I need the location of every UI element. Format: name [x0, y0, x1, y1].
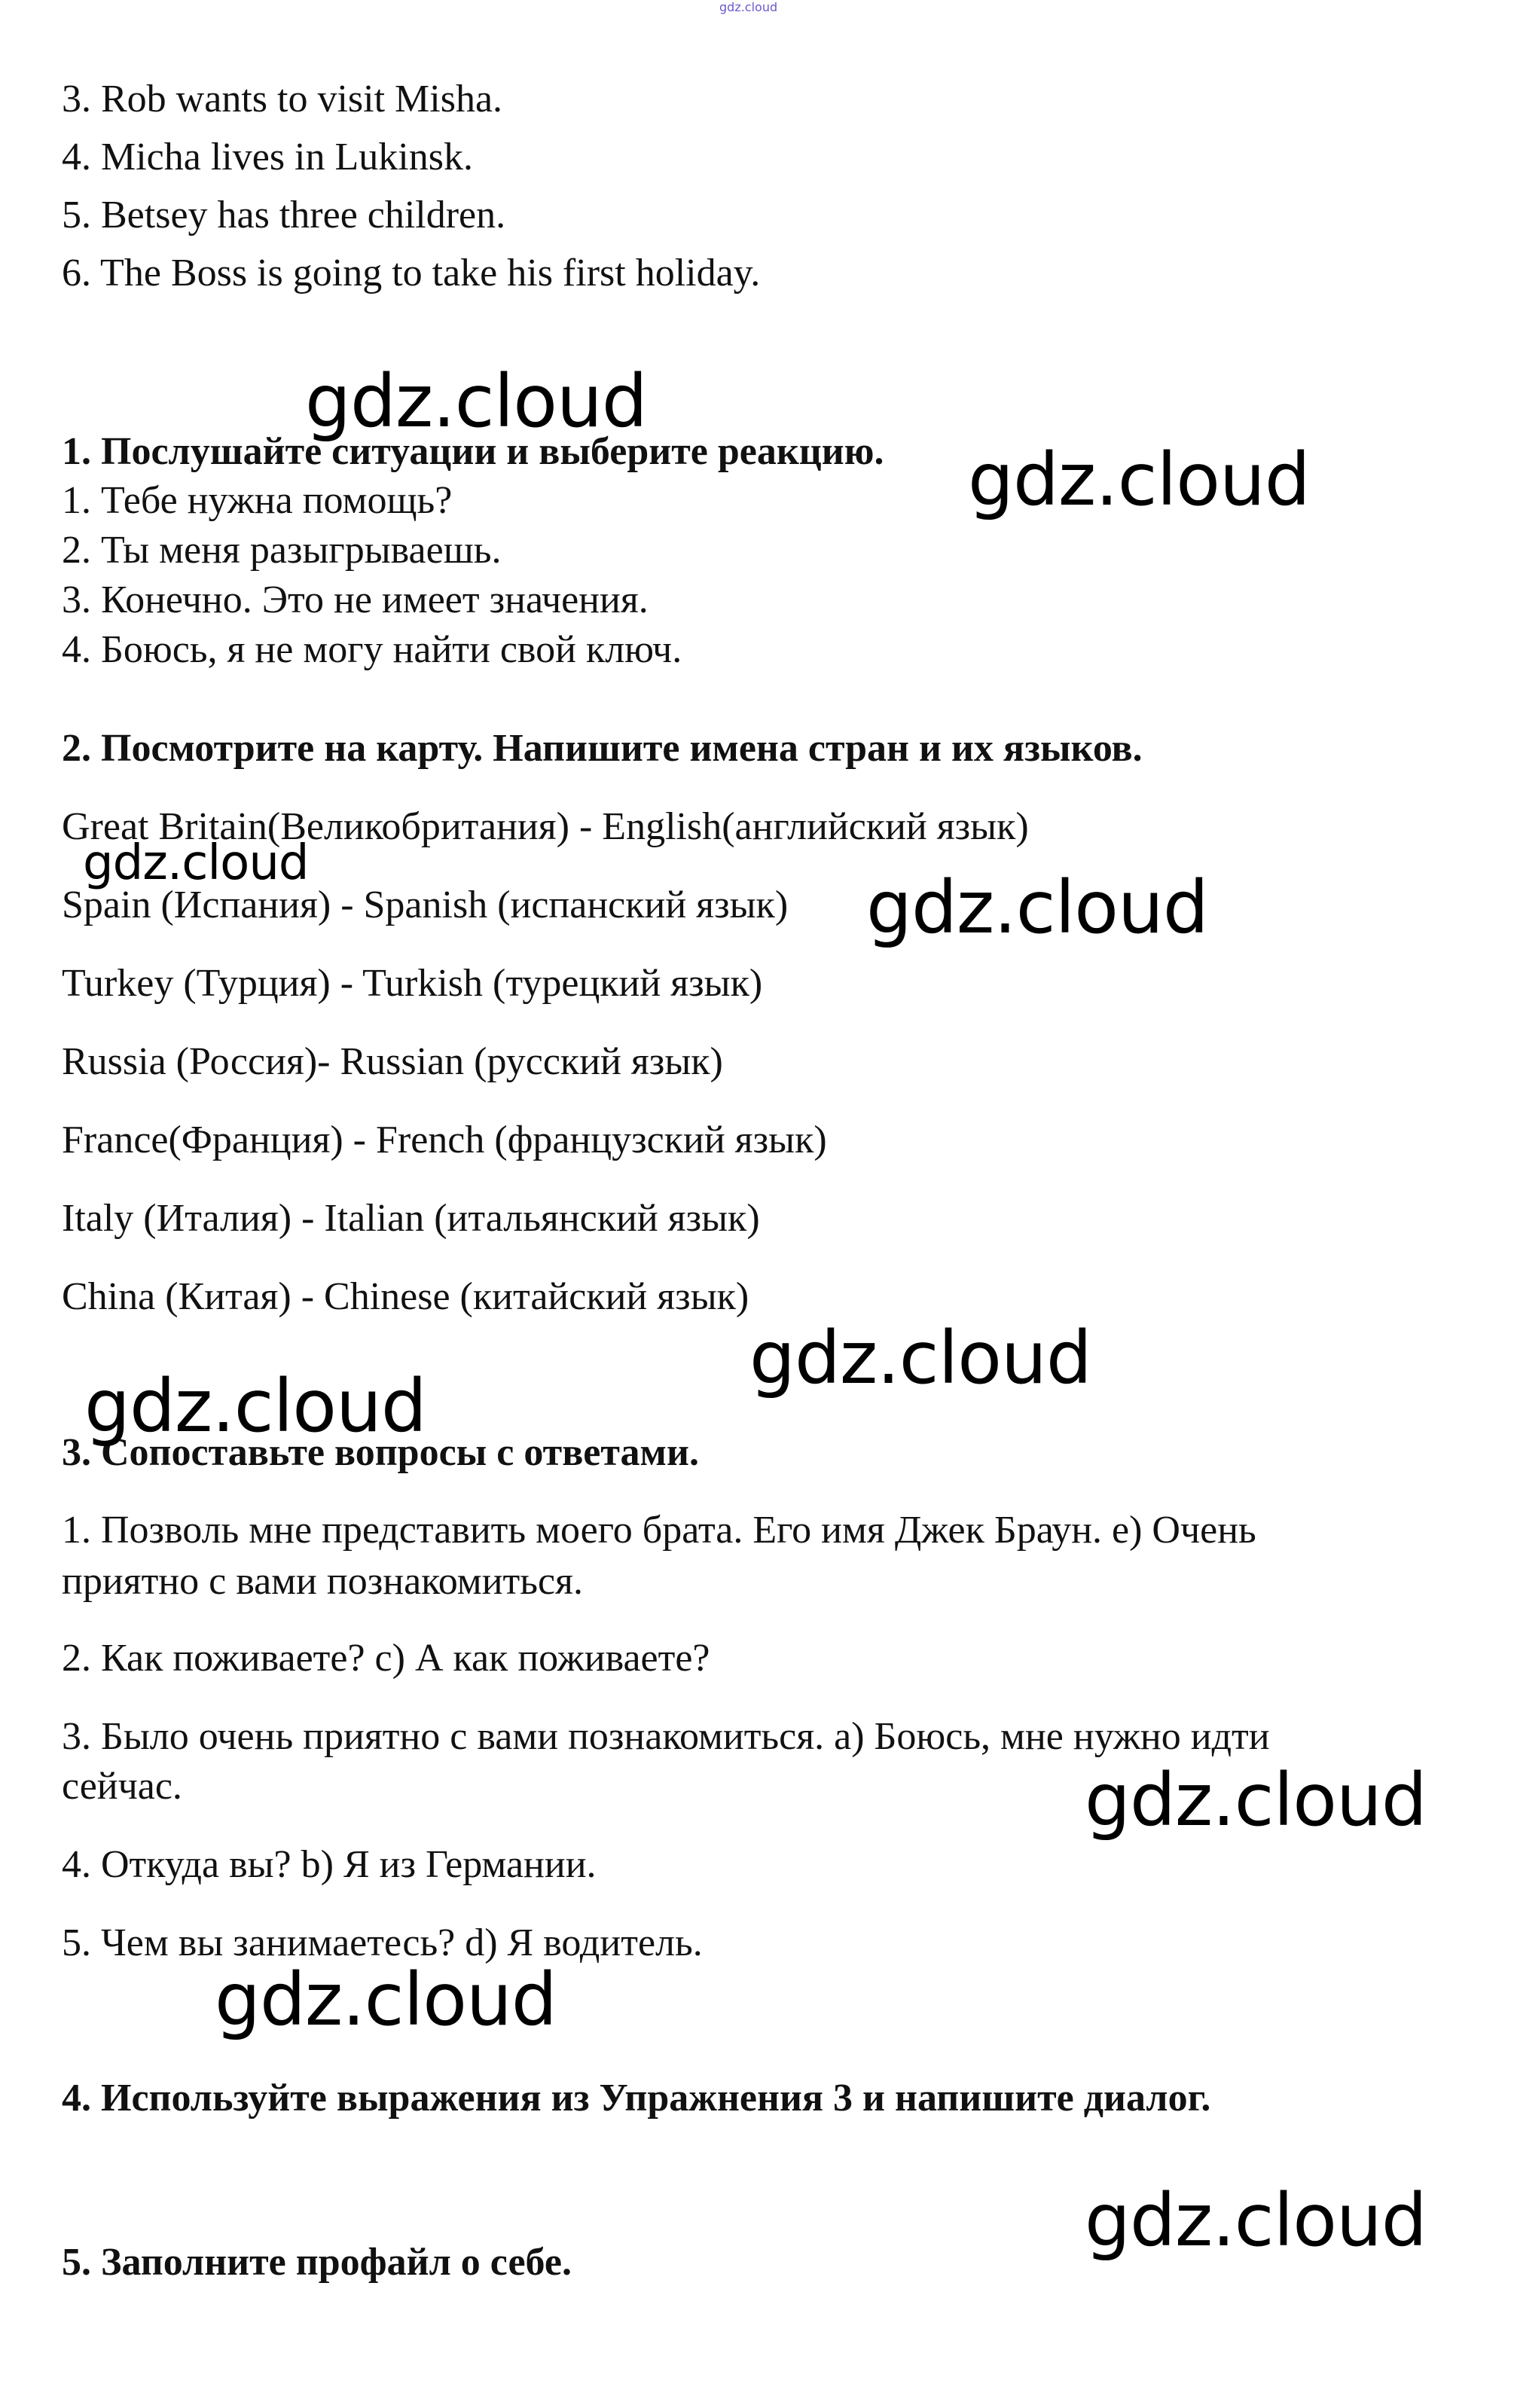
- task2-item: China (Китая) - Chinese (китайский язык): [62, 1275, 749, 1318]
- answer-line: 6. The Boss is going to take his first holiday.: [62, 252, 761, 295]
- task1-item: 2. Ты меня разыгрываешь.: [62, 529, 502, 572]
- task2-item: Italy (Италия) - Italian (итальянский язык): [62, 1197, 760, 1240]
- task3-item: 4. Откуда вы? b) Я из Германии.: [62, 1843, 597, 1886]
- task3-item: 5. Чем вы занимаетесь? d) Я водитель.: [62, 1921, 703, 1964]
- watermark: gdz.cloud: [1085, 2178, 1427, 2263]
- task2-item: France(Франция) - French (французский язык): [62, 1119, 827, 1161]
- watermark: gdz.cloud: [866, 865, 1208, 950]
- task2-item: Turkey (Турция) - Turkish (турецкий язык): [62, 962, 763, 1005]
- watermark: gdz.cloud: [215, 1958, 557, 2042]
- task3-item: 2. Как поживаете? c) А как поживаете?: [62, 1637, 710, 1680]
- task1-item: 3. Конечно. Это не имеет значения.: [62, 578, 649, 621]
- task4-heading: 4. Используйте выражения из Упражнения 3 и напишите диалог.: [62, 2077, 1211, 2120]
- task2-item: Spain (Испания) - Spanish (испанский язык): [62, 884, 789, 926]
- task3-heading: 3. Сопоставьте вопросы с ответами.: [62, 1431, 699, 1474]
- task2-item: Russia (Россия)- Russian (русский язык): [62, 1040, 723, 1083]
- watermark: gdz.cloud: [1085, 1758, 1427, 1842]
- task2-heading: 2. Посмотрите на карту. Напишите имена стран и их языков.: [62, 727, 1143, 770]
- answer-line: 4. Micha lives in Lukinsk.: [62, 136, 473, 179]
- top-watermark: gdz.cloud: [719, 0, 778, 14]
- answer-line: 5. Betsey has three children.: [62, 194, 506, 237]
- watermark: gdz.cloud: [968, 438, 1310, 522]
- watermark: gdz.cloud: [83, 835, 309, 891]
- task1-item: 4. Боюсь, я не могу найти свой ключ.: [62, 628, 682, 671]
- watermark: gdz.cloud: [749, 1316, 1091, 1400]
- watermark: gdz.cloud: [305, 359, 647, 444]
- answer-line: 3. Rob wants to visit Misha.: [62, 78, 503, 121]
- task3-item-continued: сейчас.: [62, 1765, 182, 1808]
- task3-item-continued: приятно с вами познакомиться.: [62, 1560, 583, 1603]
- watermark: gdz.cloud: [84, 1364, 426, 1448]
- task3-item: 1. Позволь мне представить моего брата. Его имя Джек Браун. e) Очень: [62, 1509, 1256, 1552]
- task3-item: 3. Было очень приятно с вами познакомиться. a) Боюсь, мне нужно идти: [62, 1715, 1270, 1758]
- task5-heading: 5. Заполните профайл о себе.: [62, 2241, 572, 2284]
- task1-heading: 1. Послушайте ситуации и выберите реакцию.: [62, 430, 884, 473]
- task2-item: Great Britain(Великобритания) - English(английский язык): [62, 805, 1029, 848]
- task1-item: 1. Тебе нужна помощь?: [62, 479, 453, 522]
